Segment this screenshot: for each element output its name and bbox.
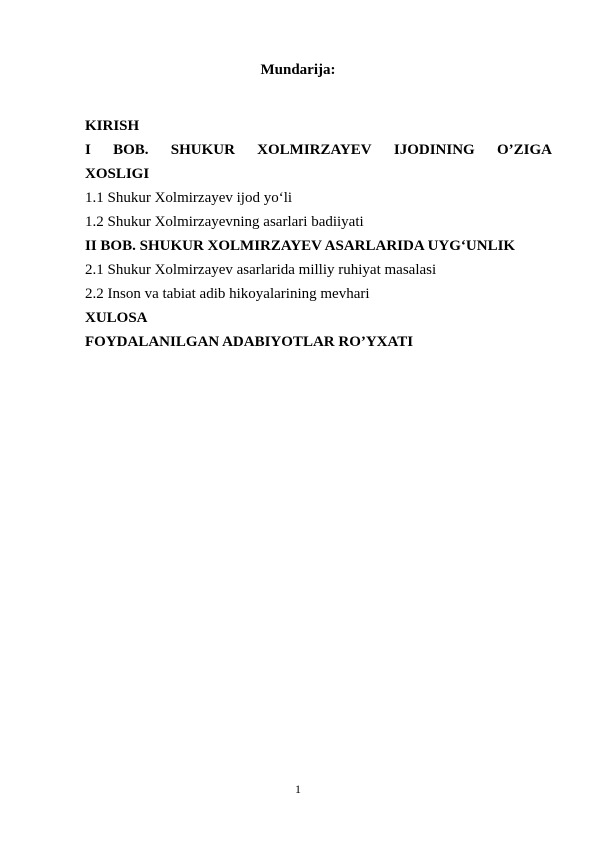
toc-chapter-1-word: IJODINING	[393, 142, 475, 158]
toc-item-intro: KIRISH	[85, 118, 140, 134]
toc-item-1-1: 1.1 Shukur Xolmirzayev ijod yo‘li	[85, 190, 293, 206]
toc-item-conclusion: XULOSA	[85, 310, 148, 326]
toc-chapter-1-word: I	[85, 142, 91, 158]
toc-chapter-1-word: O’ZIGA	[496, 142, 552, 158]
page-number: 1	[295, 782, 301, 796]
page-title: Mundarija:	[260, 62, 336, 78]
table-of-contents	[85, 114, 552, 354]
toc-item-chapter-1-continued: XOSLIGI	[85, 166, 150, 182]
toc-item-2-1: 2.1 Shukur Xolmirzayev asarlarida milliy ruhiyat masalasi	[85, 262, 437, 278]
toc-item-1-2: 1.2 Shukur Xolmirzayevning asarlari badiiyati	[85, 214, 364, 230]
toc-item-chapter-1	[85, 138, 552, 162]
toc-chapter-1-word: XOLMIRZAYEV	[257, 142, 372, 158]
toc-item-2-2: 2.2 Inson va tabiat adib hikoyalarining mevhari	[85, 286, 370, 302]
toc-item-references: FOYDALANILGAN ADABIYOTLAR RO’YXATI	[85, 334, 414, 350]
toc-chapter-1-word: SHUKUR	[170, 142, 235, 158]
toc-chapter-1-word: BOB.	[113, 142, 149, 158]
toc-item-chapter-2: II BOB. SHUKUR XOLMIRZAYEV ASARLARIDA UYG‘UNLIK	[85, 238, 516, 254]
